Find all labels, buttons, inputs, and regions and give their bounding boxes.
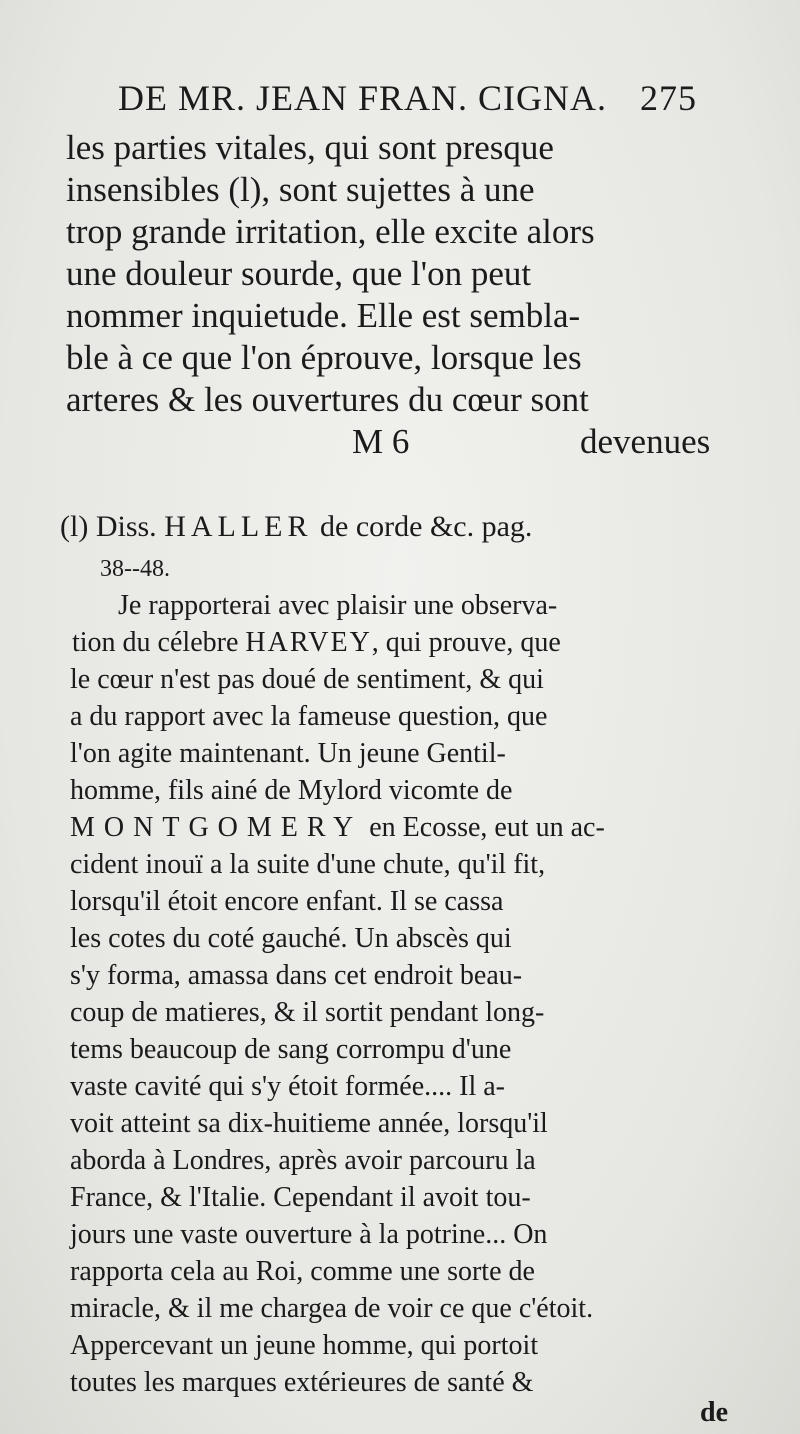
footnote-line: coup de matieres, & il sortit pendant long-	[70, 997, 545, 1028]
footnote-marker: (l)	[60, 510, 89, 543]
footnote-line: rapporta cela au Roi, comme une sorte de	[70, 1256, 535, 1287]
footnote-first-line	[60, 512, 532, 542]
footnote-line: vaste cavité qui s'y étoit formée.... Il a-	[70, 1071, 505, 1102]
footnote-line: toutes les marques extérieures de santé &	[70, 1367, 534, 1398]
footnote-line: Appercevant un jeune homme, qui portoit	[70, 1330, 539, 1361]
text-line: une douleur sourde, que l'on peut	[66, 254, 532, 293]
footnote-line: tion du célebre HARVEY, qui prouve, que	[72, 627, 561, 658]
footnote-author: HALLER	[164, 510, 313, 543]
text-line: arteres & les ouvertures du cœur sont	[66, 380, 589, 419]
footnote-prefix: Diss.	[95, 510, 157, 543]
name-harvey: HARVEY	[245, 627, 372, 658]
footnote-line: homme, fils ainé de Mylord vicomte de	[70, 775, 513, 806]
footnote-line: MONTGOMERY en Ecosse, eut un ac-	[70, 812, 605, 843]
footnote-line: tems beaucoup de sang corrompu d'une	[70, 1034, 512, 1065]
footnote-line: cident inouï a la suite d'une chute, qu'il fit,	[70, 849, 546, 880]
footnote-line: miracle, & il me chargea de voir ce que c'étoit.	[70, 1293, 594, 1324]
footnote-line: aborda à Londres, après avoir parcouru la	[70, 1145, 536, 1176]
footnote-line: les cotes du coté gauché. Un abscès qui	[70, 923, 512, 954]
catchword: devenues	[580, 422, 711, 461]
signature-mark: M 6	[352, 422, 410, 461]
footnote-line: voit atteint sa dix-huitieme année, lorsqu'il	[70, 1108, 548, 1139]
text-line: ble à ce que l'on éprouve, lorsque les	[66, 338, 582, 377]
footnote-line: a du rapport avec la fameuse question, que	[70, 701, 548, 732]
footnote-line: jours une vaste ouverture à la potrine... On	[70, 1219, 548, 1250]
text-line: trop grande irritation, elle excite alors	[66, 212, 595, 251]
footnote-line: s'y forma, amassa dans cet endroit beau-	[70, 960, 523, 991]
footnote-line: l'on agite maintenant. Un jeune Gentil-	[70, 738, 506, 769]
footnote-catchword: de	[700, 1397, 728, 1428]
footnote-line: le cœur n'est pas doué de sentiment, & qui	[70, 664, 544, 695]
text-line: les parties vitales, qui sont presque	[66, 128, 554, 167]
text-line: insensibles (l), sont sujettes à une	[66, 170, 535, 209]
text-line: nommer inquietude. Elle est sembla-	[66, 296, 581, 335]
running-title: DE MR. JEAN FRAN. CIGNA.	[118, 78, 608, 118]
page-number: 275	[640, 78, 697, 118]
name-montgomery: MONTGOMERY	[70, 812, 363, 843]
footnote-suffix: de corde &c. pag.	[320, 510, 533, 543]
running-header	[118, 78, 697, 118]
footnote-line: lorsqu'il étoit encore enfant. Il se cassa	[70, 886, 504, 917]
footnote-line: Je rapporterai avec plaisir une observa-	[118, 590, 558, 621]
footnote-line: France, & l'Italie. Cependant il avoit tou-	[70, 1182, 531, 1213]
footnote-pages: 38--48.	[100, 556, 170, 582]
